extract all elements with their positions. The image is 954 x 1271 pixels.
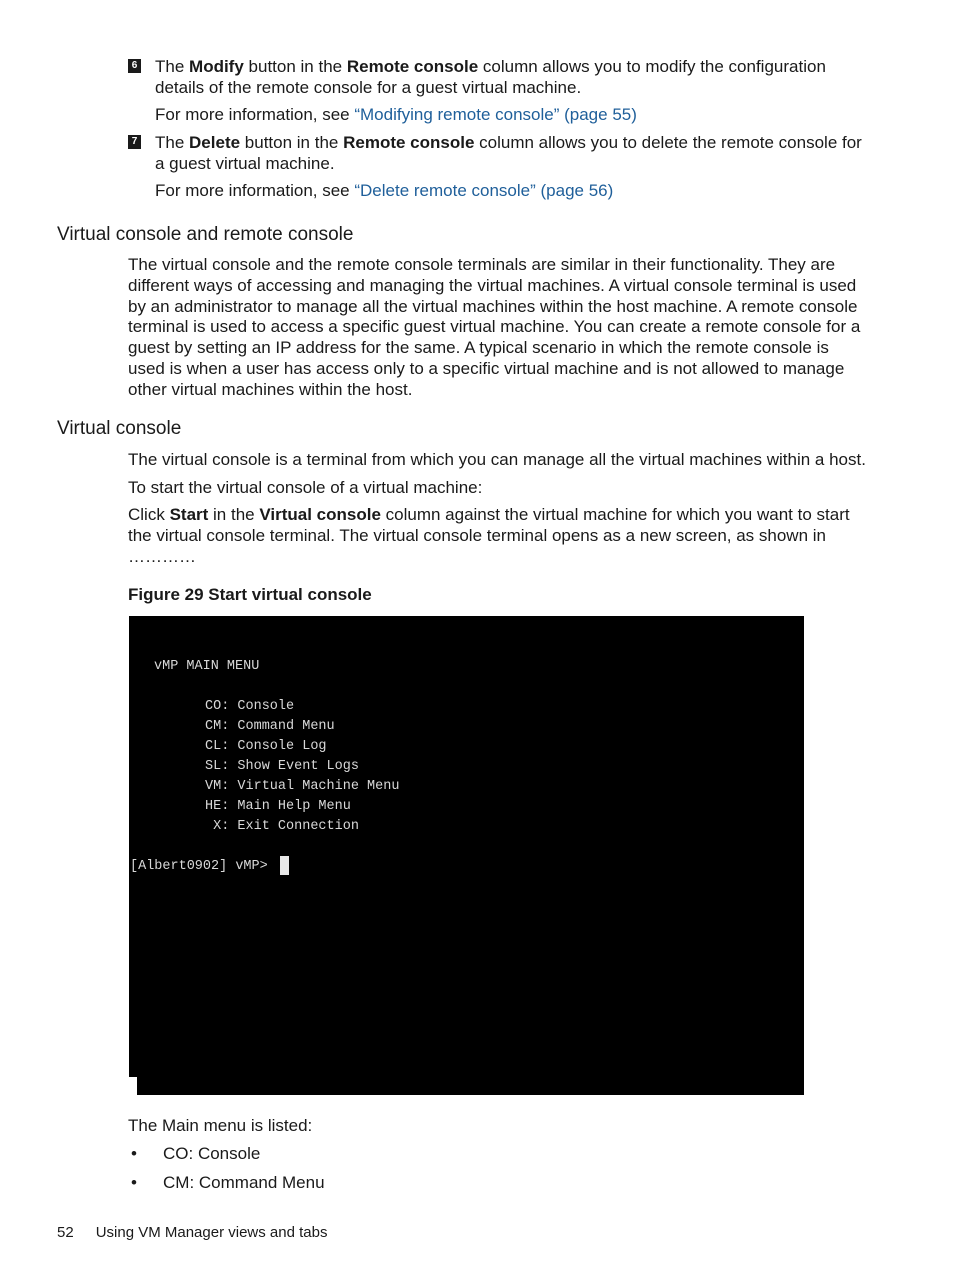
terminal-menu-item: CL: Console Log <box>205 739 327 754</box>
step-number-badge: 7 <box>128 135 141 149</box>
modify-label: Modify <box>189 57 244 76</box>
section-heading-virtual-and-remote-console: Virtual console and remote console <box>57 224 354 245</box>
remote-console-label: Remote console <box>343 133 475 152</box>
virtual-console-label: Virtual console <box>259 505 381 524</box>
paragraph-2: To start the virtual console of a virtual machine: <box>128 478 483 497</box>
terminal-menu-item: SL: Show Event Logs <box>205 759 359 774</box>
paragraph-3: Click Start in the Virtual console column against the virtual machine for which you want to start the virtual console terminal. The virtual console terminal opens as a new screen, as shown in ………… <box>128 505 850 566</box>
section-body: The virtual console and the remote console terminals are similar in their functionality. They are different ways of accessing and managing the virtual machines. A virtual console terminal is used by an administrator to manage all the virtual machines within the host machine. A remote console terminal is used to access a specific guest virtual machine. You can create a remote console for a guest by setting an IP address for the same. A typical scenario in which the remote console is used is when a user has access only to a specific virtual machine and is not allowed to manage other virtual machines within the host. <box>128 255 861 399</box>
terminal-screenshot <box>129 616 804 1095</box>
delete-remote-console-link[interactable]: “Delete remote console” (page 56) <box>354 181 614 200</box>
page-number: 52 <box>57 1224 74 1241</box>
main-menu-list <box>128 1142 325 1200</box>
chapter-title: Using VM Manager views and tabs <box>95 1224 328 1241</box>
step-text: The Modify button in the Remote console column allows you to modify the configuration details of the remote console for a guest virtual machine. <box>155 57 826 97</box>
list-item: • CM: Command Menu <box>128 1171 325 1200</box>
bullet-icon: • <box>131 1144 137 1163</box>
bullet-icon: • <box>131 1173 137 1192</box>
terminal-menu-item: HE: Main Help Menu <box>205 799 351 814</box>
step-number-badge: 6 <box>128 59 141 73</box>
remote-console-label: Remote console <box>346 57 479 76</box>
main-menu-intro: The Main menu is listed: <box>128 1116 313 1135</box>
terminal-cursor <box>280 856 289 875</box>
page-footer <box>57 1222 327 1243</box>
modifying-remote-console-link[interactable]: “Modifying remote console” (page 55) <box>354 105 637 124</box>
terminal-menu-item: VM: Virtual Machine Menu <box>205 779 400 794</box>
more-info: For more information, see “Modifying remote console” (page 55) <box>155 105 637 124</box>
step-text: The Delete button in the Remote console column allows you to delete the remote console for a guest virtual machine. <box>155 133 862 173</box>
paragraph-1: The virtual console is a terminal from which you can manage all the virtual machines within a host. <box>128 450 866 469</box>
terminal-prompt: [Albert0902] vMP> <box>130 859 268 874</box>
terminal-title: vMP MAIN MENU <box>154 659 260 674</box>
start-label: Start <box>169 505 209 524</box>
terminal-edge-artifact <box>129 1077 137 1095</box>
terminal-menu-item: CM: Command Menu <box>205 719 335 734</box>
more-info: For more information, see “Delete remote console” (page 56) <box>155 181 614 200</box>
terminal-menu-item: CO: Console <box>205 699 295 714</box>
section-heading-virtual-console: Virtual console <box>57 418 182 439</box>
figure-caption: Figure 29 Start virtual console <box>128 585 372 604</box>
list-item: • CO: Console <box>128 1142 325 1171</box>
terminal-menu-item: X: Exit Connection <box>205 819 359 834</box>
delete-label: Delete <box>189 133 241 152</box>
